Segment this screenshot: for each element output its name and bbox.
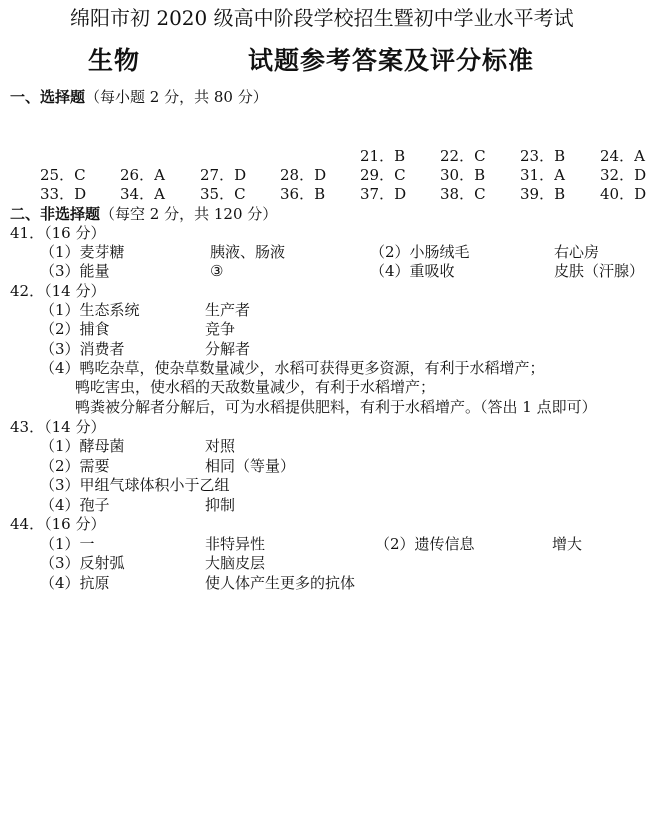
section1-note: （每小题 2 分，共 80 分） (85, 88, 268, 106)
q44-line-3 (0, 574, 662, 593)
answer-cell: 大脑皮层 (205, 554, 266, 572)
q44-line-1 (0, 535, 662, 554)
subject-title: 生物 (88, 46, 141, 75)
answer-cell: 右心房 (554, 243, 600, 261)
q43-line-4 (0, 496, 662, 515)
q43-line-3 (0, 476, 662, 495)
answer-cell: （4）重吸收 (370, 262, 455, 280)
mc-row-3 (0, 185, 662, 204)
answer-paragraph: （4）鸭吃杂草，使杂草数量减少，水稻可获得更多资源，有利于水稻增产； (40, 359, 545, 377)
mc-row-2 (0, 166, 662, 185)
q43-line-2 (0, 457, 662, 476)
answer-cell: （4）抗原 (40, 574, 110, 592)
document-title: 试题参考答案及评分标准 (248, 46, 535, 75)
answer-cell: 非特异性 (205, 535, 266, 553)
mc-answer: 26．A (120, 166, 165, 184)
mc-answer: 35．C (200, 185, 246, 203)
q42-p4-line-1 (0, 359, 662, 378)
answer-cell: （2）捕食 (40, 320, 110, 338)
answer-cell: 竞争 (205, 320, 236, 338)
answer-cell: （1）一 (40, 535, 95, 553)
answer-cell: 增大 (552, 535, 583, 553)
q41-line-2 (0, 262, 662, 281)
answer-paragraph: 鸭吃害虫，使水稻的天敌数量减少，有利于水稻增产； (75, 378, 436, 396)
mc-answer: 38．C (440, 185, 486, 203)
answer-cell: 胰液、肠液 (210, 243, 286, 261)
answer-cell: （2）需要 (40, 457, 110, 475)
q42-p4-line-2 (0, 378, 662, 397)
mc-answer: 31．A (520, 166, 565, 184)
question-label: 43．（14 分） (10, 418, 106, 436)
answer-cell: 抑制 (205, 496, 236, 514)
mc-answer: 25．C (40, 166, 86, 184)
answer-cell: （1）酵母菌 (40, 437, 125, 455)
section2-heading: 二、非选择题 (10, 205, 101, 223)
q44-label-row (0, 515, 662, 534)
q44-line-2 (0, 554, 662, 573)
q42-line-1 (0, 301, 662, 320)
mc-answer: 21．B (360, 147, 406, 165)
answer-cell: 分解者 (205, 340, 251, 358)
answer-cell: （3）反射弧 (40, 554, 125, 572)
answer-cell: 相同（等量） (205, 457, 296, 475)
mc-answer: 32．D (600, 166, 647, 184)
exam-title: 绵阳市初 2020 级高中阶段学校招生暨初中学业水平考试 (70, 6, 574, 30)
mc-answer: 27．D (200, 166, 247, 184)
mc-answer: 37．D (360, 185, 407, 203)
answer-cell: （2）遗传信息 (375, 535, 475, 553)
mc-answer: 30．B (440, 166, 486, 184)
answer-cell: （2）小肠绒毛 (370, 243, 470, 261)
mc-answer: 34．A (120, 185, 165, 203)
mc-answer: 39．B (520, 185, 566, 203)
mc-answer: 24．A (600, 147, 645, 165)
answer-cell: 使人体产生更多的抗体 (205, 574, 356, 592)
answer-paragraph: 鸭粪被分解者分解后，可为水稻提供肥料，有利于水稻增产。（答出 1 点即可） (75, 398, 597, 416)
mc-answer: 22．C (440, 147, 486, 165)
answer-cell: （1）麦芽糖 (40, 243, 125, 261)
mc-answer: 40．D (600, 185, 647, 203)
q42-label-row (0, 282, 662, 301)
answer-cell: 皮肤（汗腺） (554, 262, 645, 280)
mc-answer: 29．C (360, 166, 406, 184)
q42-line-3 (0, 340, 662, 359)
q42-p4-line-3 (0, 398, 662, 417)
q43-line-1 (0, 437, 662, 456)
answer-cell: （4）孢子 (40, 496, 110, 514)
mc-row-1 (0, 147, 662, 166)
question-label: 44．（16 分） (10, 515, 106, 533)
question-label: 42．（14 分） (10, 282, 106, 300)
answer-cell: （3）消费者 (40, 340, 125, 358)
mc-answer: 36．B (280, 185, 326, 203)
answer-cell: （3）能量 (40, 262, 110, 280)
section2-note: （每空 2 分，共 120 分） (100, 205, 278, 223)
mc-answer: 33．D (40, 185, 87, 203)
section1-header (10, 90, 268, 105)
answer-cell: （1）生态系统 (40, 301, 140, 319)
answer-cell: 对照 (205, 437, 236, 455)
q43-label-row (0, 418, 662, 437)
section1-heading: 一、选择题 (10, 88, 86, 106)
question-label: 41．（16 分） (10, 224, 106, 242)
q41-label-row (0, 224, 662, 243)
answer-cell: （3）甲组气球体积小于乙组 (40, 476, 230, 494)
q42-line-2 (0, 320, 662, 339)
answer-cell: 生产者 (205, 301, 251, 319)
q41-line-1 (0, 243, 662, 262)
mc-answer: 28．D (280, 166, 327, 184)
answer-cell: ③ (210, 262, 224, 280)
mc-answer: 23．B (520, 147, 566, 165)
section2-header (10, 207, 277, 222)
